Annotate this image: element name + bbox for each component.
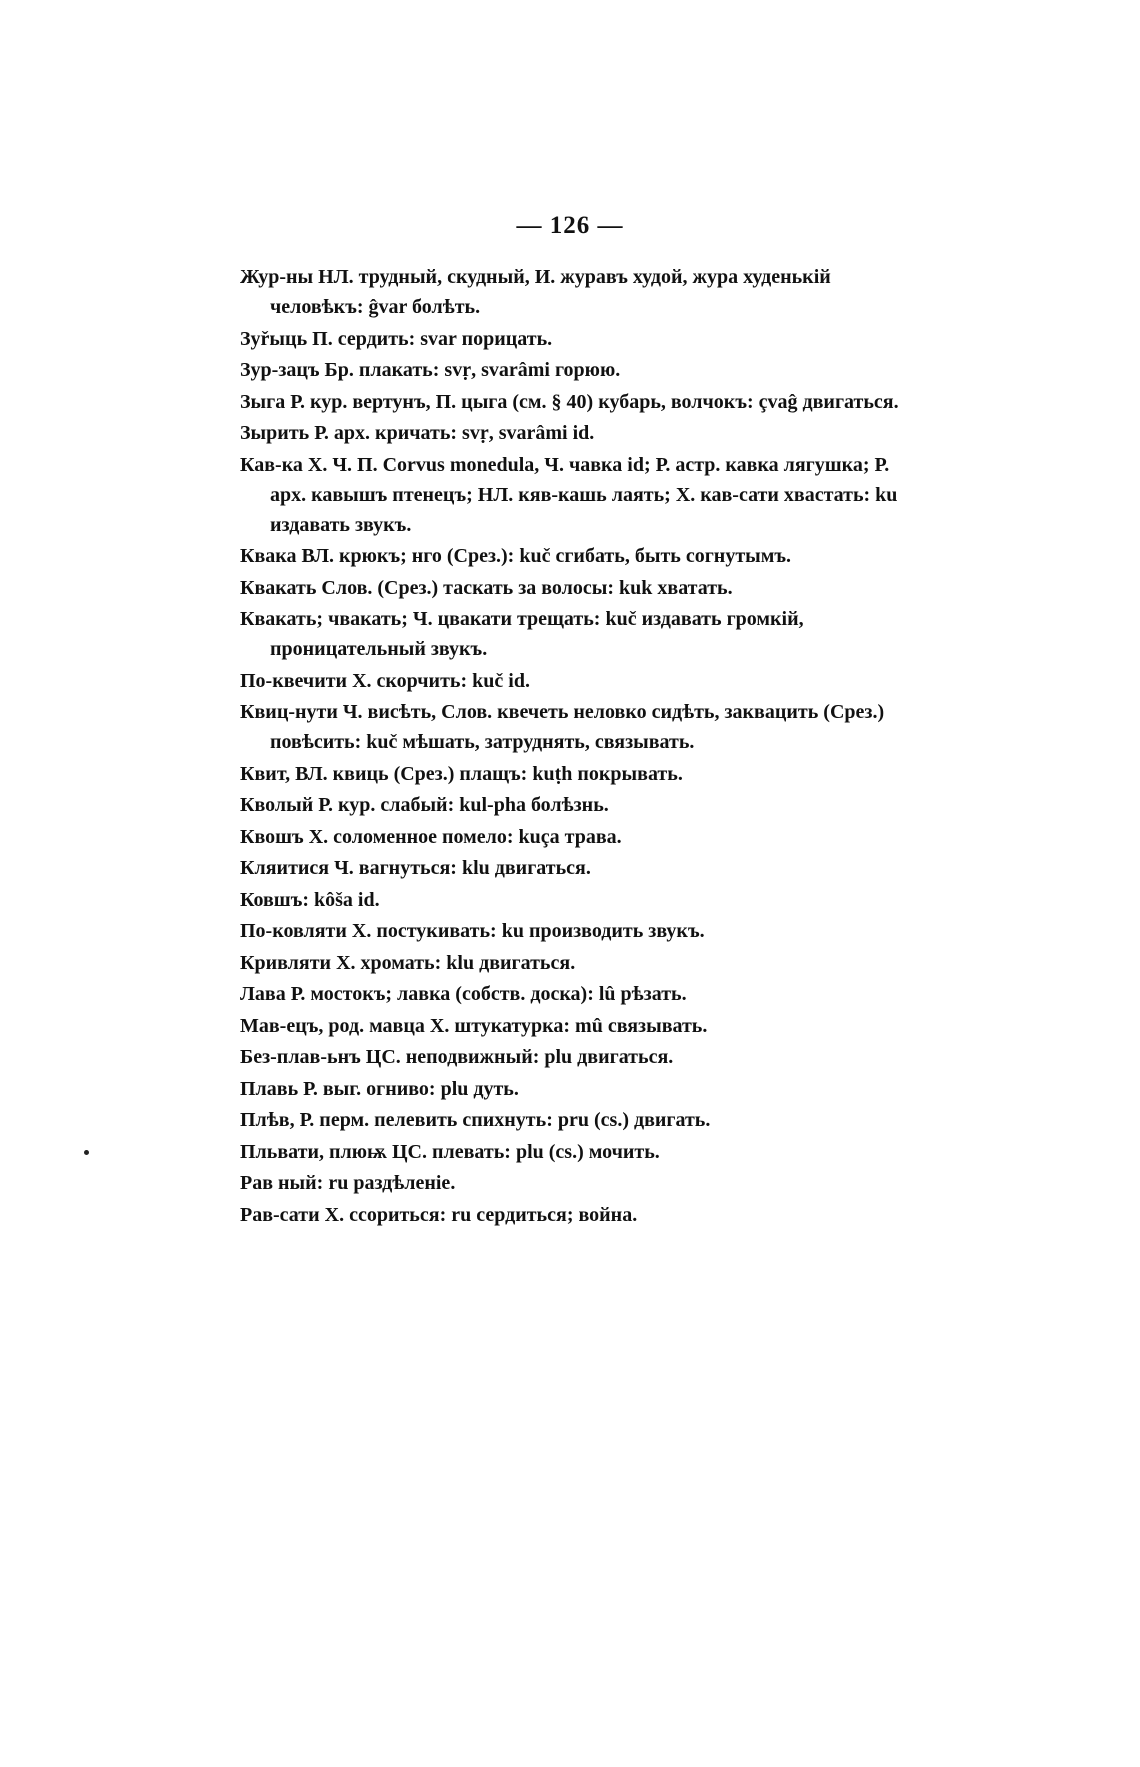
dictionary-entry: Лава Р. мостокъ; лавка (собств. доска): lû рѣзать. <box>240 983 687 1005</box>
dictionary-entry: Квака ВЛ. крюкъ; нго (Срез.): kuč сгибать, быть согнутымъ. <box>240 545 792 567</box>
dictionary-entry: Рав ный: ru раздѣленіе. <box>240 1172 456 1194</box>
dictionary-entry: Квакать Слов. (Срез.) таскать за волосы: kuk хватать. <box>240 576 733 599</box>
dictionary-entry: Зырить Р. арх. кричать: svṛ, svarâmi id. <box>240 422 595 444</box>
page-number: — 126 — <box>516 212 624 239</box>
dictionary-entry: Ковшъ: kôša id. <box>240 888 380 911</box>
dictionary-entry: По-квечити Х. скорчить: kuč id. <box>240 669 530 692</box>
dictionary-entry: Без-плав-ьнъ ЦС. неподвижный: plu двигаться. <box>240 1046 674 1068</box>
dictionary-entry: Зуřыць П. сердить: svar порицать. <box>240 327 553 350</box>
dictionary-entry: Зыга Р. кур. вертунъ, П. цыга (см. § 40) кубарь, волчокъ: çvaĝ двигаться. <box>240 390 899 413</box>
dictionary-entry: Кривляти Х. хромать: klu двигаться. <box>240 951 576 974</box>
dictionary-entry: Квошъ Х. соломенное помело: kuça трава. <box>240 825 622 848</box>
margin-dot <box>84 1150 89 1155</box>
dictionary-entry: Кляитися Ч. вагнуться: klu двигаться. <box>240 857 591 879</box>
dictionary-entries <box>240 262 900 1231</box>
dictionary-entry: Квиц-нути Ч. висѣть, Слов. квечеть неловко сидѣть, заквацить (Срез.) повѣсить: kuč мѣшать, затруднять, связывать. <box>240 701 885 753</box>
dictionary-entry: Кав-ка Х. Ч. П. Corvus monedula, Ч. чавка id; Р. астр. кавка лягушка; Р. арх. кавышъ птенецъ; НЛ. кяв-кашь лаять; Х. кав-сати хвастать: ku издавать звукъ. <box>240 453 898 536</box>
dictionary-entry: Мав-ецъ, род. мавца Х. штукатурка: mû связывать. <box>240 1014 708 1037</box>
dictionary-entry: Плѣв, Р. перм. пелевить спихнуть: pru (cs.) двигать. <box>240 1109 711 1131</box>
dictionary-entry: Квит, ВЛ. квиць (Срез.) плащъ: kuṭh покрывать. <box>240 762 683 785</box>
dictionary-entry: Пльвати, плюѭ ЦС. плевать: plu (cs.) мочить. <box>240 1140 660 1163</box>
dictionary-entry: Зур-зацъ Бр. плакать: svṛ, svarâmi горюю. <box>240 359 621 381</box>
dictionary-entry: Квакать; чвакать; Ч. цвакати трещать: kuč издавать громкій, проницательный звукъ. <box>240 608 804 660</box>
dictionary-entry: Жур-ны НЛ. трудный, скудный, И. журавъ худой, жура худенькій человѣкъ: ĝvar болѣть. <box>240 266 831 318</box>
dictionary-entry: По-ковляти Х. постукивать: ku производить звукъ. <box>240 920 705 942</box>
dictionary-entry: Кволый Р. кур. слабый: kul-pha болѣзнь. <box>240 794 609 816</box>
dictionary-entry: Рав-сати Х. ссориться: ru сердиться; война. <box>240 1203 638 1226</box>
dictionary-entry: Плавь Р. выг. огниво: plu дуть. <box>240 1077 519 1100</box>
